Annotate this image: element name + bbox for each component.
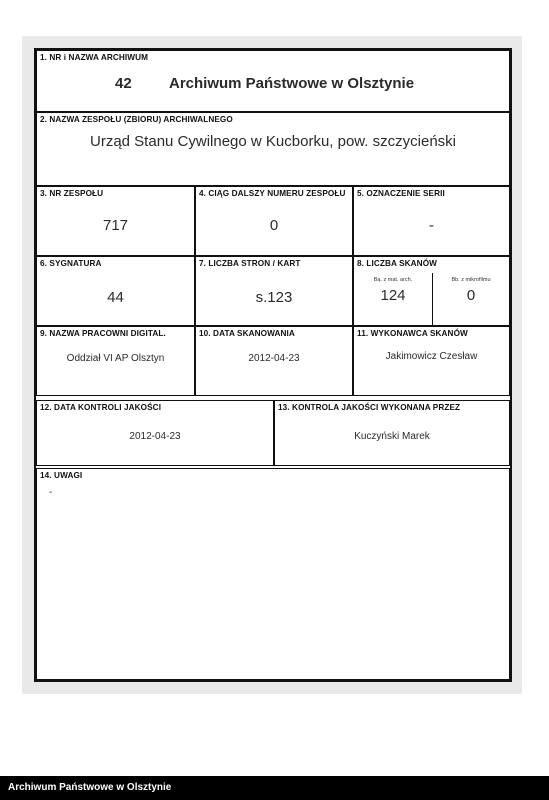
studio-cell [36,326,195,396]
scans-microfilm-value: 0 [466,287,476,304]
fonds-number-label: 3. NR ZESPOŁU [40,189,104,198]
qc-by-label: 13. KONTROLA JAKOŚCI WYKONANA PRZEZ [278,403,461,412]
scan-date-label: 10. DATA SKANOWANIA [199,329,295,338]
notes-cell [36,468,510,680]
metadata-form [34,48,512,682]
scans-cell [353,256,510,326]
scans-archival-label: Bą. z mat. arch. [373,277,413,283]
archive-name: Archiwum Państwowe w Olsztynie [169,75,415,92]
continuation-value: 0 [269,217,279,234]
series-label: 5. OZNACZENIE SERII [357,189,445,198]
signature-cell [36,256,195,326]
qc-date-label: 12. DATA KONTROLI JAKOŚCI [40,403,162,412]
pages-label: 7. LICZBA STRON / KART [199,259,301,268]
scan-date-value: 2012-04-23 [248,353,300,364]
series-cell [353,186,510,256]
pages-cell [195,256,353,326]
scanner-cell [353,326,510,396]
scanner-label: 11. WYKONAWCA SKANÓW [357,329,468,338]
scanner-value: Jakimowicz Czesław [385,351,478,362]
continuation-label: 4. CIĄG DALSZY NUMERU ZESPOŁU [199,189,346,198]
qc-by-value: Kuczyński Marek [354,431,430,442]
signature-label: 6. SYGNATURA [40,259,102,268]
fonds-name: Urząd Stanu Cywilnego w Kucborku, pow. szczycieński [90,133,456,150]
series-value: - [429,217,434,234]
qc-date-cell [36,400,274,466]
fonds-number-cell [36,186,195,256]
fonds-label: 2. NAZWA ZESPOŁU (ZBIORU) ARCHIWALNEGO [40,115,233,124]
archive-cell [36,50,510,112]
footer-text: Archiwum Państwowe w Olsztynie [8,782,172,793]
qc-by-cell [274,400,510,466]
pages-value: s.123 [255,289,293,306]
scans-microfilm-label: Bb. z mikrofilmu [451,277,491,283]
scans-archival-value: 124 [380,287,406,304]
archive-label: 1. NR i NAZWA ARCHIWUM [40,53,149,62]
signature-value: 44 [107,289,124,306]
fonds-number-value: 717 [102,217,129,234]
archive-number: 42 [115,75,132,92]
studio-value: Oddział VI AP Olsztyn [66,353,165,364]
scan-date-cell [195,326,353,396]
studio-label: 9. NAZWA PRACOWNI DIGITAL. [40,329,166,338]
qc-date-value: 2012-04-23 [129,431,181,442]
notes-label: 14. UWAGI [40,471,83,480]
fonds-cell [36,112,510,186]
footer-bar [0,776,549,800]
notes-value: - [49,487,53,498]
scans-label: 8. LICZBA SKANÓW [357,259,437,268]
continuation-cell [195,186,353,256]
